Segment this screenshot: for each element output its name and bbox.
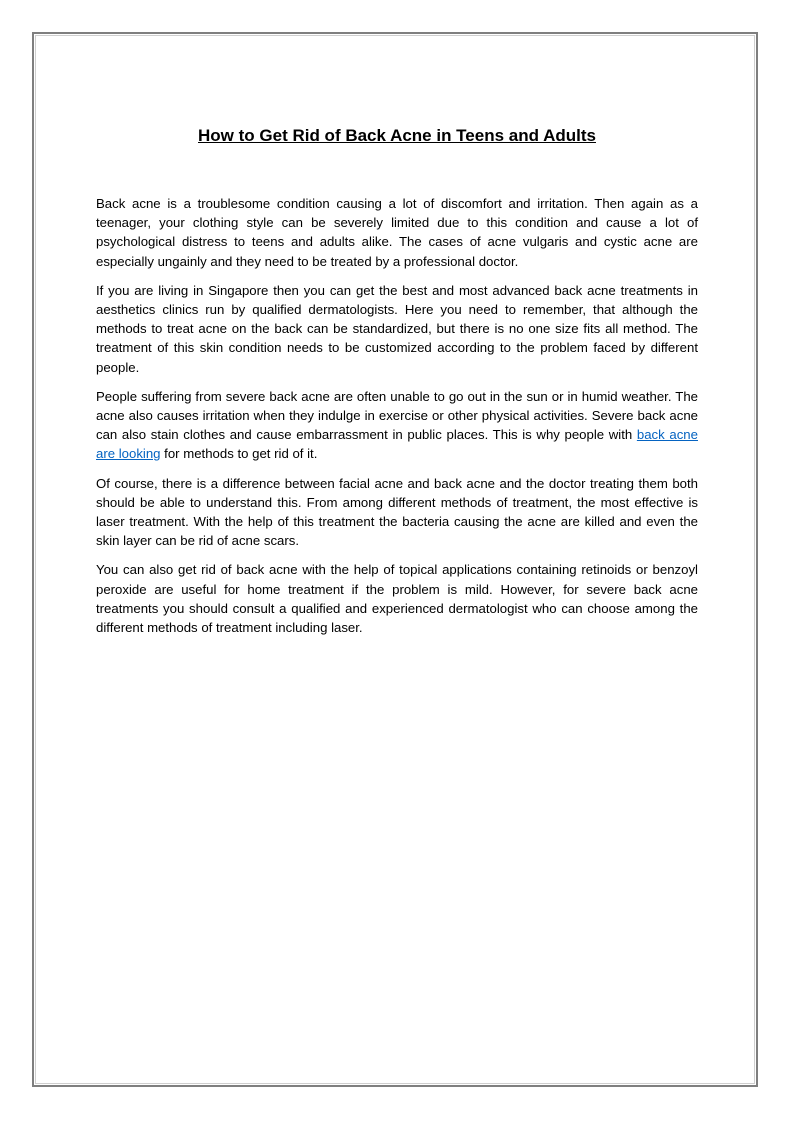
paragraph-2: If you are living in Singapore then you can get the best and most advanced back acne treatments in aesthetics clinics run by qualified dermatologists. Here you need to remember, that although the methods to treat acne on the back can be standardized, but there is no one size fits all method. The treatment of this skin condition needs to be customized according to the problem faced by different people.: [96, 282, 698, 375]
paragraph-3: [96, 387, 698, 464]
back-acne-link[interactable]: back acne are looking: [96, 427, 698, 462]
paragraph-5: You can also get rid of back acne with the help of topical applications containing retinoids or benzoyl peroxide are useful for home treatment if the problem is mild. However, for severe back acne treatments you should consult a qualified and experienced dermatologist who can choose among the different methods of treatment including laser.: [96, 562, 698, 636]
paragraph-4: Of course, there is a difference between facial acne and back acne and the doctor treating them both should be able to understand this. From among different methods of treatment, the most effective is laser treatment. With the help of this treatment the bacteria causing the acne are killed and even the skin layer can be rid of acne scars.: [96, 475, 698, 549]
paragraph-3-text-before: People suffering from severe back acne are often unable to go out in the sun or in humid weather. The acne also causes irritation when they indulge in exercise or other physical activities. Severe back acne can also stain clothes and cause embarrassment in public places. This is why people with: [96, 388, 698, 443]
document-body: [96, 194, 698, 647]
paragraph-3-text-after: for methods to get rid of it.: [160, 446, 318, 462]
document-title: How to Get Rid of Back Acne in Teens and Adults: [198, 126, 596, 145]
paragraph-1: Back acne is a troublesome condition causing a lot of discomfort and irritation. Then again as a teenager, your clothing style can be severely limited due to this condition and cause a lot of psychological distress to teens and adults alike. The cases of acne vulgaris and cystic acne are especially ungainly and they need to be treated by a professional doctor.: [96, 196, 698, 269]
